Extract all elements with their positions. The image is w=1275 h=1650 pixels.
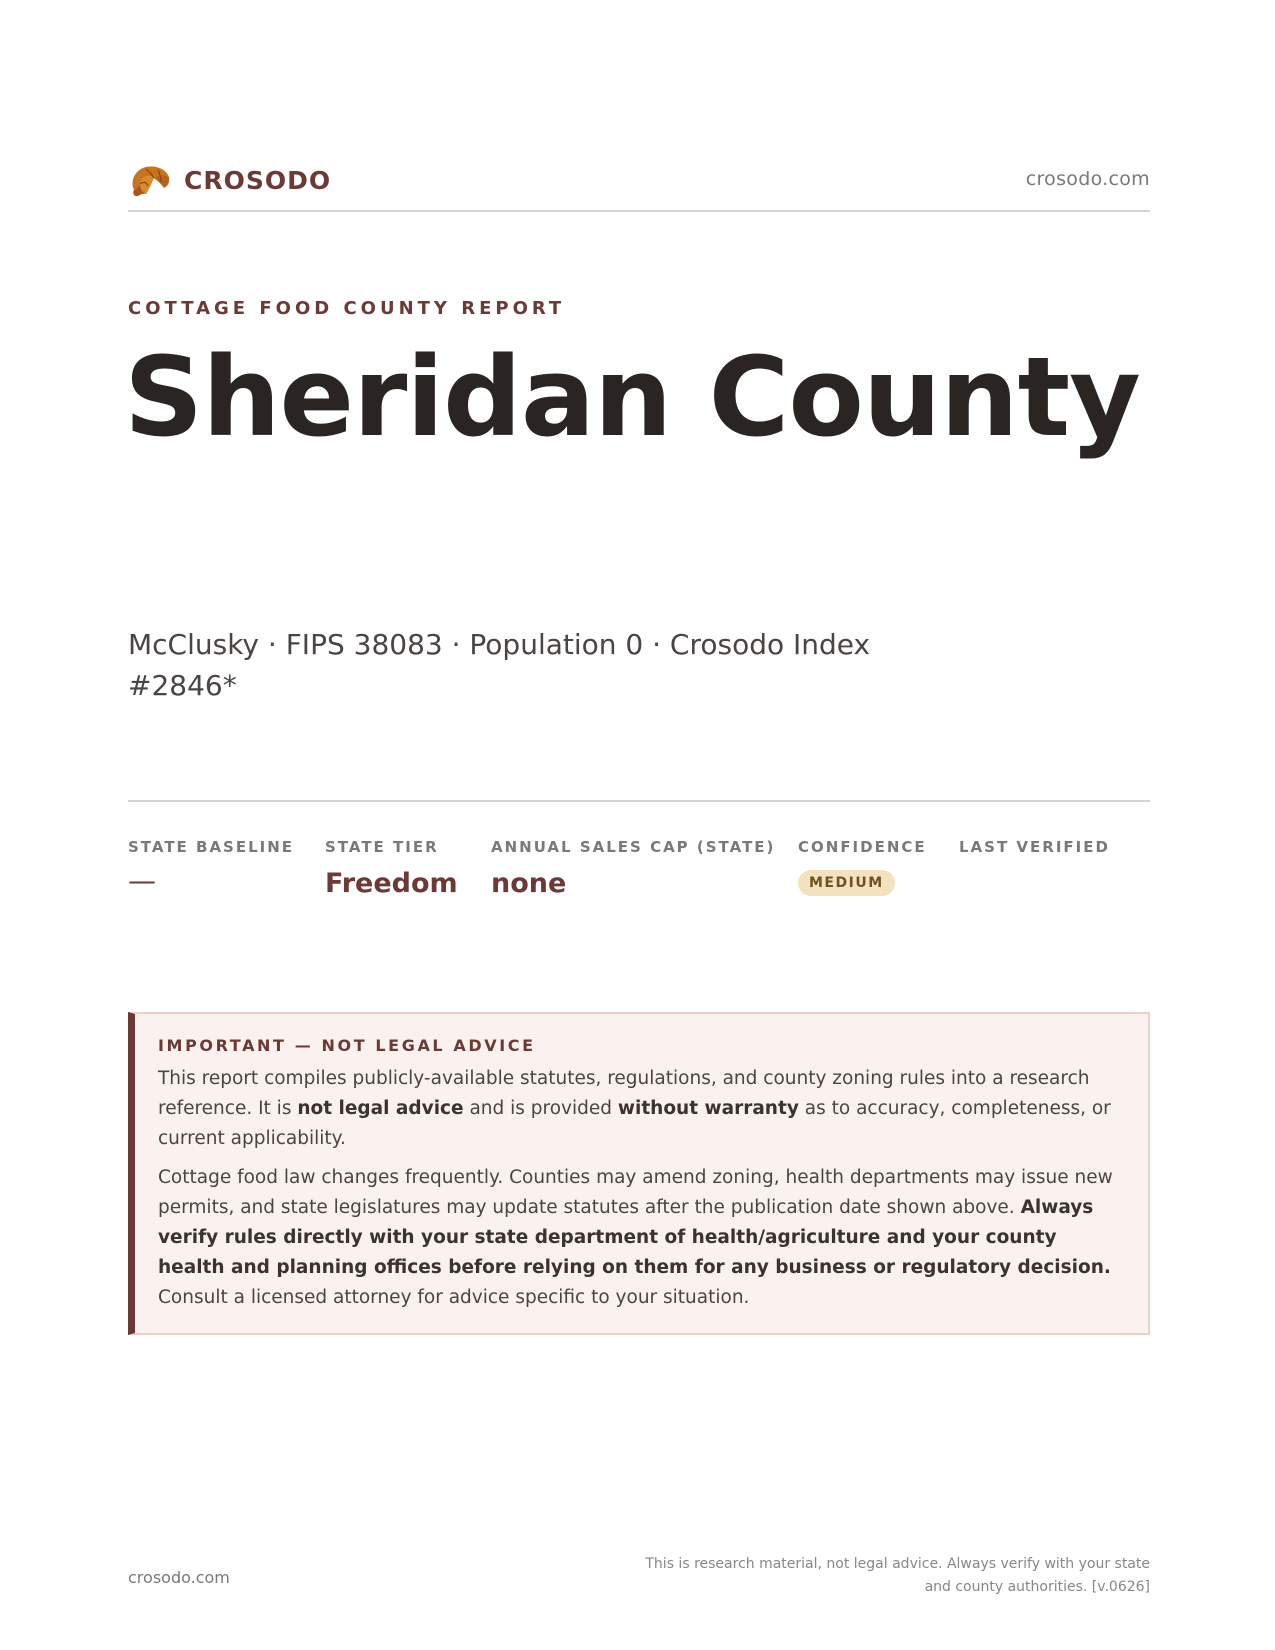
stat-label: LAST VERIFIED <box>959 838 1110 856</box>
footer-disclaimer-line: and county authorities. [v.0626] <box>924 1579 1150 1595</box>
stat-label: ANNUAL SALES CAP (STATE) <box>491 838 776 856</box>
page-header <box>128 160 1150 212</box>
footer-disclaimer <box>630 1553 1150 1599</box>
site-link[interactable]: crosodo.com <box>1025 168 1150 190</box>
stat-value: Freedom <box>325 868 458 899</box>
footer-site[interactable]: crosodo.com <box>128 1568 230 1587</box>
confidence-badge: MEDIUM <box>798 870 895 896</box>
stat-confidence <box>798 838 927 896</box>
stat-value: none <box>491 868 567 899</box>
notice-paragraph: Cottage food law changes frequently. Counties may amend zoning, health departments may issue new permits, and state legislatures may update statutes after the publication date shown above. Always verify rules directly with your state department of health/agriculture and your county health and planning offices before relying on them for any business or regulatory decision. Consult a licensed attorney for advice specific to your situation. <box>158 1167 1113 1308</box>
brand-name: CROSODO <box>184 165 332 195</box>
stat-annual-sales-cap <box>491 838 775 899</box>
stat-label: STATE TIER <box>325 838 439 856</box>
stat-last-verified <box>959 838 1110 868</box>
brand[interactable] <box>128 160 331 200</box>
section-divider <box>128 800 1150 802</box>
report-eyebrow: COTTAGE FOOD COUNTY REPORT <box>128 298 566 319</box>
stat-value: — <box>128 864 156 897</box>
stat-state-baseline <box>128 838 294 897</box>
county-meta: McClusky · FIPS 38083 · Population 0 · Crosodo Index #2846* <box>128 628 871 702</box>
stat-label: CONFIDENCE <box>798 838 927 856</box>
notice-paragraph: This report compiles publicly-available statutes, regulations, and county zoning rules into a research reference. It is not legal advice and is provided without warranty as to accuracy, completeness, or current applicability. <box>158 1068 1111 1149</box>
croissant-icon <box>128 160 172 200</box>
page-title: Sheridan County <box>124 333 1140 461</box>
legal-notice <box>128 1012 1150 1335</box>
stat-state-tier <box>325 838 458 899</box>
footer-disclaimer-line: This is research material, not legal advice. Always verify with your state <box>645 1556 1150 1572</box>
notice-title: IMPORTANT — NOT LEGAL ADVICE <box>158 1036 536 1055</box>
stat-label: STATE BASELINE <box>128 838 295 856</box>
